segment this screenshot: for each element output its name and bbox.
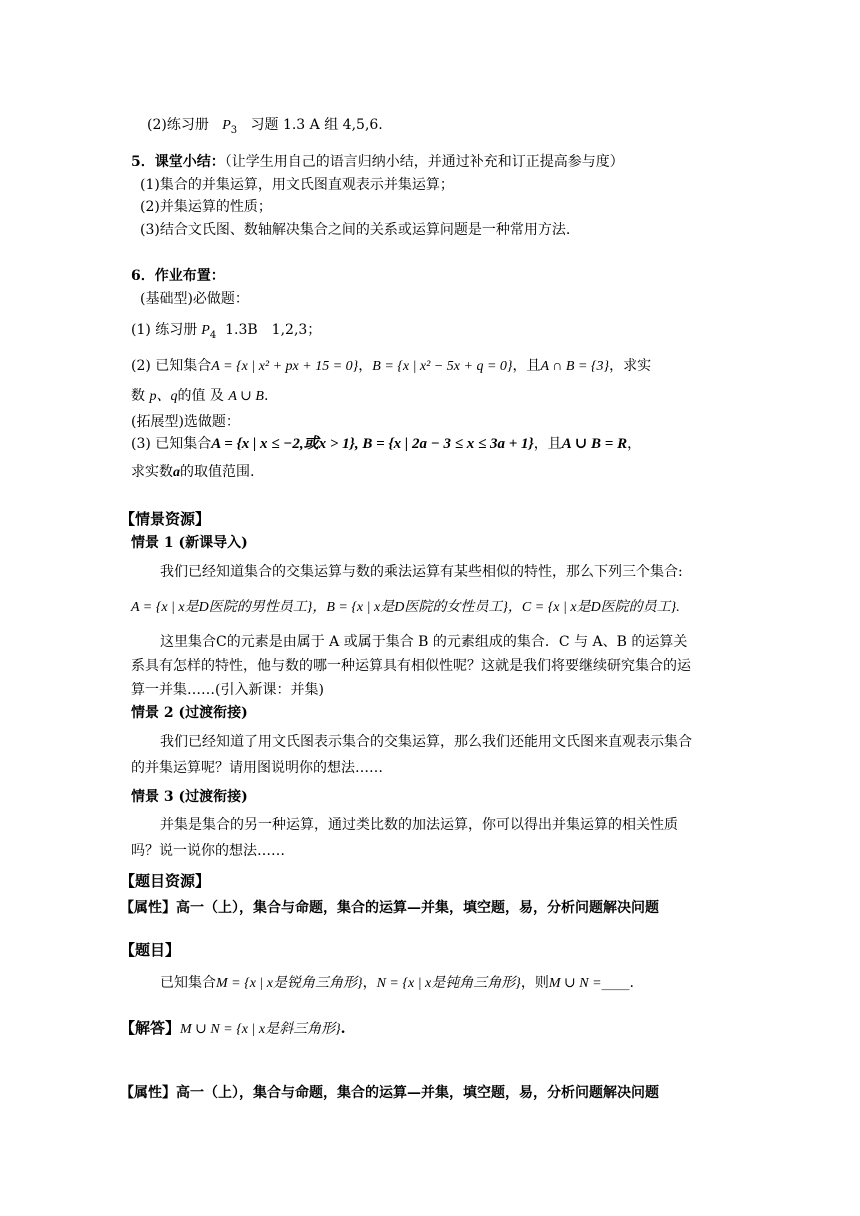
- q3-mid: ，且: [533, 436, 562, 452]
- q3-cond: A ∪ B = R: [561, 436, 628, 452]
- scenario-2-title: 情景 2 (过渡衔接): [131, 705, 248, 721]
- homework-q1: [131, 320, 321, 346]
- answer-expr: M ∪ N = {x | x是斜三角形}: [180, 1022, 341, 1037]
- scenario-1-p1: 我们已经知道集合的交集运算与数的乘法运算有某些相似的特性，那么下列三个集合:: [160, 564, 683, 580]
- q1-prefix: (1) 练习册: [131, 322, 198, 338]
- q2-union: A ∪ B: [228, 389, 264, 404]
- basic-label: (基础型)必做题：: [140, 291, 249, 307]
- answer-blank: ____: [601, 975, 630, 991]
- scenario-1-sets: A = {x | x是D医院的男性员工}，B = {x | x是D医院的女性员工}，C = {x | x是D医院的员工}.: [131, 600, 680, 615]
- scenario-1-p2-line2: 系具有怎样的特性，他与数的哪一种运算具有相似性呢？这就是我们将要继续研究集合的运: [131, 658, 691, 674]
- q2-vars: p、q: [149, 389, 178, 404]
- q3-tail: ，: [627, 436, 642, 452]
- answer-line: [120, 1018, 346, 1040]
- exercise-2-page-sub: 3: [230, 124, 238, 136]
- question-set-n: N = {x | x是钝角三角形}: [376, 976, 521, 991]
- extension-label: (拓展型)选做题：: [131, 414, 240, 430]
- exercise-2-prefix: (2)练习册: [147, 117, 209, 133]
- exercise-2-rest: 习题 1.3 A 组 4,5,6.: [250, 117, 383, 133]
- q2-line2-b: 的值 及: [177, 388, 224, 404]
- homework-q2-line2: [131, 386, 268, 407]
- scenario-1-title: 情景 1 (新课导入): [131, 535, 248, 551]
- homework-q3-line2: [131, 462, 254, 483]
- q2-line2-a: 数: [131, 388, 145, 404]
- q2-set-a: A = {x | x² + px + 15 = 0}: [211, 359, 359, 374]
- scenario-3-line2: 吗？说一说你的想法……: [131, 843, 285, 859]
- question-union: M ∪ N =: [548, 976, 602, 991]
- q2-cond: A ∩ B = {3}: [540, 359, 610, 374]
- summary-heading: 5．课堂小结：: [131, 154, 225, 170]
- scenario-3-title: 情景 3 (过渡衔接): [131, 789, 248, 805]
- summary-note: （让学生用自己的语言归纳小结，并通过补充和订正提高参与度）: [224, 154, 624, 170]
- q2-tail: ，求实: [609, 358, 652, 374]
- q3-expr: A = {x | x ≤ −2,或x > 1}, B = {x | 2a − 3 ≤ x ≤ 3a + 1}: [211, 436, 534, 452]
- q2-sep: ，: [358, 358, 373, 374]
- scenario-1-p2-line1: 这里集合C的元素是由属于 A 或属于集合 B 的元素组成的集合．C 与 A、B 的运算关: [160, 634, 688, 650]
- problem-question: [160, 973, 634, 994]
- exercise-2-page: P: [222, 118, 231, 133]
- question-prefix: 已知集合: [160, 975, 216, 991]
- q1-page-sub: 4: [209, 329, 217, 341]
- answer-label: 【解答】: [120, 1019, 181, 1037]
- summary-item: (2)并集运算的性质；: [140, 199, 272, 215]
- summary-item: (1)集合的并集运算，用文氏图直观表示并集运算；: [140, 177, 454, 193]
- question-sep: ，: [362, 975, 377, 991]
- question-set-m: M = {x | x是锐角三角形}: [216, 976, 363, 991]
- problems-heading: 【题目资源】: [120, 872, 211, 890]
- summary-item: (3)结合文氏图、数轴解决集合之间的关系或运算问题是一种常用方法.: [140, 222, 571, 238]
- q3-line2-a: 求实数: [131, 464, 173, 480]
- q1-rest: 1.3B 1,2,3；: [225, 322, 322, 338]
- problem-attribute: 【属性】高一（上），集合与命题，集合的运算—并集，填空题，易，分析问题解决问题: [120, 900, 659, 916]
- q2-set-b: B = {x | x² − 5x + q = 0}: [372, 359, 513, 374]
- problem-label: 【题目】: [120, 941, 181, 959]
- problem-attribute: 【属性】高一（上），集合与命题，集合的运算—并集，填空题，易，分析问题解决问题: [120, 1085, 659, 1101]
- question-then: ，则: [520, 975, 549, 991]
- q1-page: P: [201, 323, 210, 338]
- q2-mid: ，且: [512, 358, 541, 374]
- scenario-3-line1: 并集是集合的另一种运算，通过类比数的加法运算，你可以得出并集运算的相关性质: [160, 817, 678, 833]
- summary-heading-line: [131, 152, 624, 172]
- q3-line2-b: 的取值范围.: [180, 464, 255, 480]
- scenario-2-line2: 的并集运算呢？请用图说明你的想法……: [131, 760, 383, 776]
- q2-prefix: (2) 已知集合: [131, 358, 212, 374]
- q2-end: .: [263, 388, 269, 404]
- answer-end: .: [340, 1021, 346, 1037]
- homework-q3-line1: [131, 434, 641, 454]
- scenario-1-p2-line3: 算一并集……(引入新课：并集): [131, 682, 324, 698]
- homework-q2-line1: [131, 356, 651, 377]
- scenario-heading: 【情景资源】: [120, 510, 211, 528]
- exercise-2-line: [147, 115, 383, 141]
- q3-prefix: (3) 已知集合: [131, 436, 212, 452]
- scenario-2-line1: 我们已经知道了用文氏图表示集合的交集运算，那么我们还能用文氏图来直观表示集合: [160, 734, 692, 750]
- q3-var: a: [173, 465, 180, 480]
- question-end: .: [629, 975, 634, 991]
- homework-heading: 6．作业布置：: [131, 268, 225, 284]
